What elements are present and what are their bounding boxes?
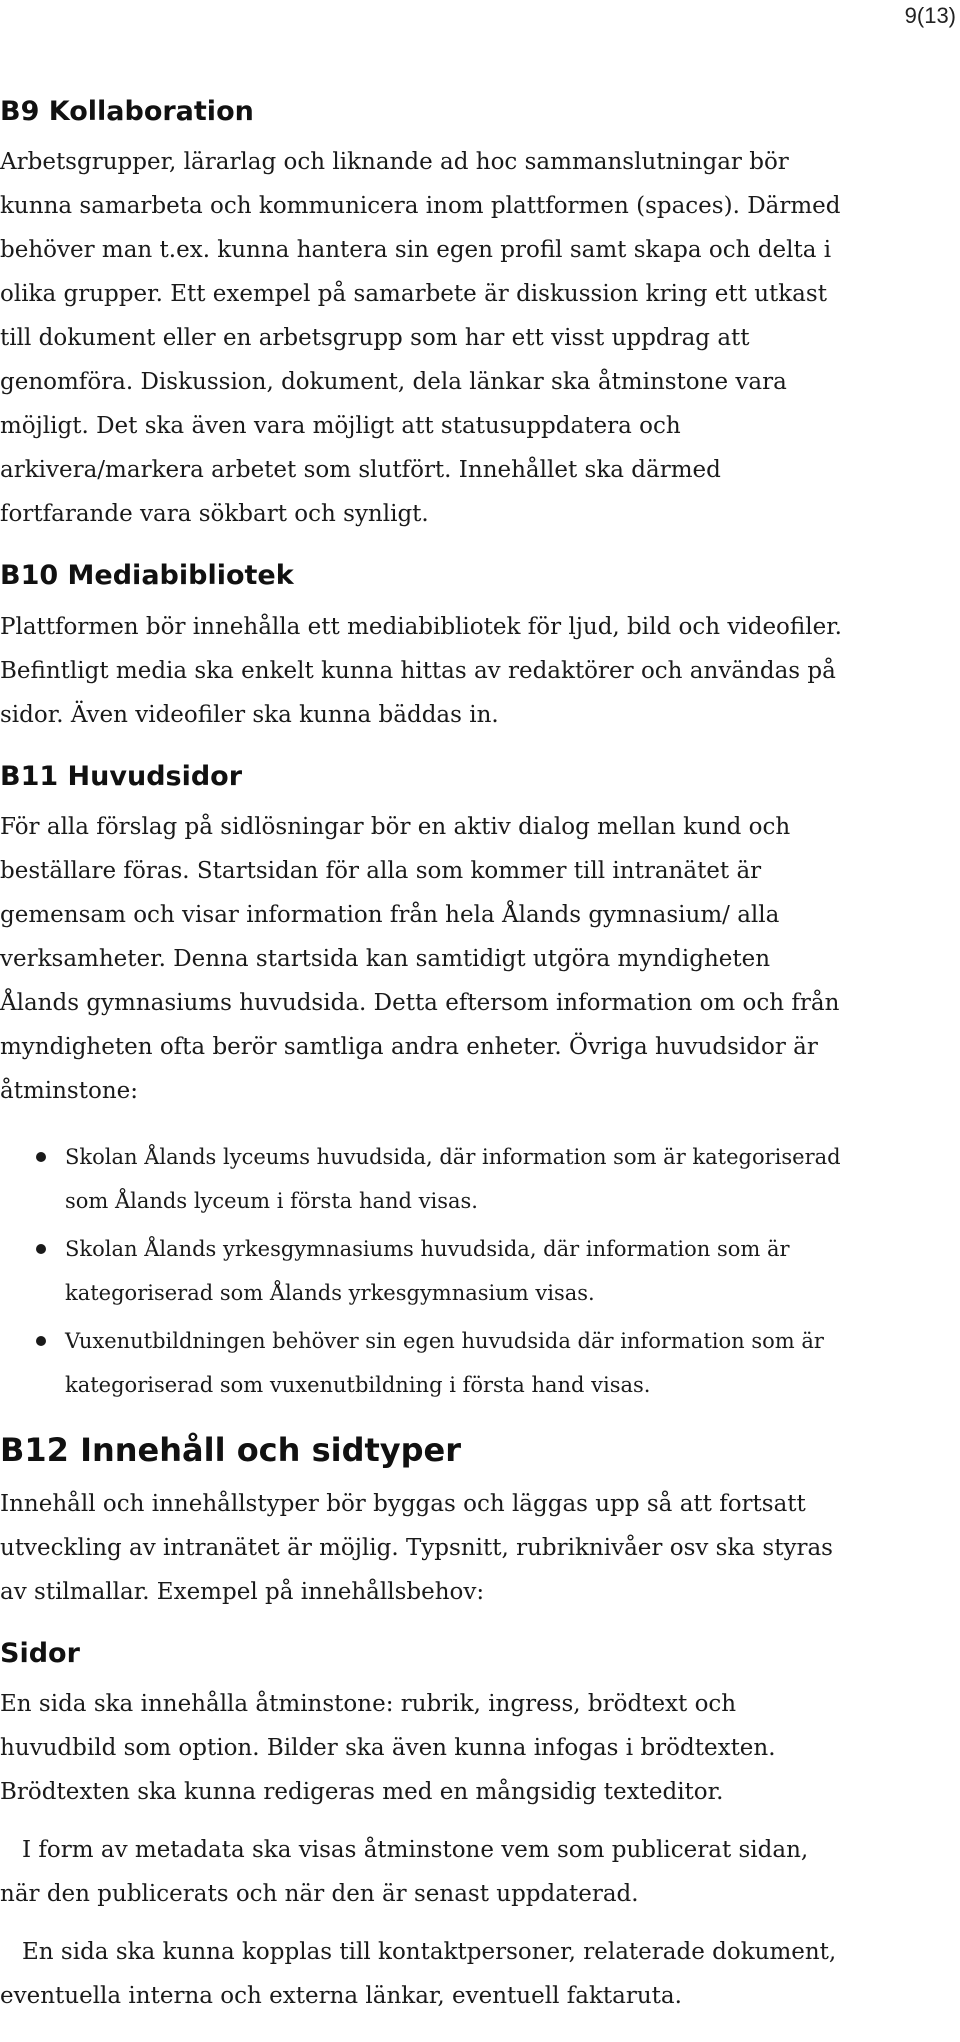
list-item-text: Skolan Ålands yrkesgymnasiums huvudsida, där information som är kategoriserad som Ålands yrkesgymnasium visas. — [65, 1237, 790, 1306]
list-item — [34, 1319, 945, 1407]
section-heading-b9: B9 Kollaboration — [0, 96, 254, 127]
section-sidor — [0, 1638, 945, 2018]
sidor-paragraph-2: I form av metadata ska visas åtminstone vem som publicerat sidan, när den publicerats och när den är senast uppdaterad. — [0, 1836, 809, 1907]
section-heading-b11: B11 Huvudsidor — [0, 760, 243, 792]
section-body-b9: Arbetsgrupper, lärarlag och liknande ad hoc sammanslutningar bör kunna samarbeta och kommunicera inom plattformen (spaces). Därmed behöver man t.ex. kunna hantera sin egen profil samt skapa och delta i olika grupper. Ett exempel på samarbete är diskussion kring ett utkast till dokument eller en arbetsgrupp som har ett visst uppdrag att genomföra. Diskussion, dokument, dela länkar ska åtminstone vara möjligt. Det ska även vara möjligt att statusuppdatera och arkivera/markera arbetet som slutfört. Innehållet ska därmed fortfarande vara sökbart och synligt. — [0, 149, 841, 528]
section-body-b11: För alla förslag på sidlösningar bör en aktiv dialog mellan kund och beställare föras. Startsidan för alla som kommer till intranätet är gemensam och visar information från hela Ålands gymnasium/ alla verksamheter. Denna startsida kan samtidigt utgöra myndigheten Ålands gymnasiums huvudsida. Detta eftersom information om och från myndigheten ofta berör samtliga andra enheter. Övriga huvudsidor är åtminstone: — [0, 814, 840, 1105]
list-item-text: Vuxenutbildningen behöver sin egen huvudsida där information som är kategoriserad som vuxenutbildning i första hand visas. — [65, 1329, 824, 1398]
bullet-icon — [36, 1244, 46, 1254]
bullet-icon — [36, 1152, 46, 1162]
section-b10 — [0, 560, 945, 736]
section-b9 — [0, 96, 945, 536]
section-body-b12: Innehåll och innehållstyper bör byggas och läggas upp så att fortsatt utveckling av intranätet är möjlig. Typsnitt, rubriknivåer osv ska styras av stilmallar. Exempel på innehållsbehov: — [0, 1490, 833, 1605]
sidor-paragraph-3: En sida ska kunna kopplas till kontaktpersoner, relaterade dokument, eventuella interna och externa länkar, eventuell faktaruta. — [0, 1938, 837, 2009]
sidor-paragraph-1: En sida ska innehålla åtminstone: rubrik, ingress, brödtext och huvudbild som option. Bilder ska även kunna infogas i brödtexten. Brödtexten ska kunna redigeras med en mångsidig texteditor. — [0, 1690, 776, 1805]
document-content — [0, 96, 945, 2042]
section-heading-b10: B10 Mediabibliotek — [0, 560, 294, 592]
section-heading-sidor: Sidor — [0, 1637, 80, 1669]
section-heading-b12: B12 Innehåll och sidtyper — [0, 1431, 462, 1470]
section-body-b10: Plattformen bör innehålla ett mediabibliotek för ljud, bild och videofiler. Befintligt media ska enkelt kunna hittas av redaktörer och användas på sidor. Även videofiler ska kunna bäddas in. — [0, 613, 842, 728]
section-b11 — [0, 761, 945, 1407]
page-number: 9(13) — [904, 3, 956, 28]
list-item-text: Skolan Ålands lyceums huvudsida, där information som är kategoriserad som Ålands lyceum i första hand visas. — [65, 1145, 841, 1214]
section-b12 — [0, 1431, 945, 1613]
bullet-icon — [36, 1336, 46, 1346]
huvudsidor-list — [0, 1135, 945, 1407]
list-item — [34, 1135, 945, 1223]
list-item — [34, 1227, 945, 1315]
